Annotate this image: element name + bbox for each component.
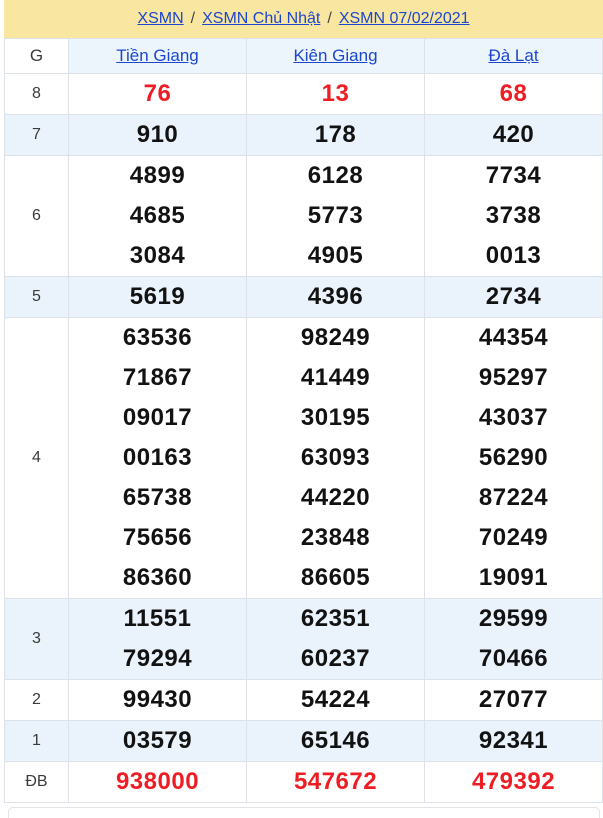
prize-cell bbox=[247, 680, 425, 721]
prize-number: 547672 bbox=[293, 768, 378, 795]
prize-cell bbox=[247, 599, 425, 680]
results-body bbox=[5, 74, 603, 803]
prize-number: 76 bbox=[143, 80, 172, 107]
prize-number: 92341 bbox=[478, 727, 549, 754]
prize-cell bbox=[247, 277, 425, 318]
prize-number: 63093 bbox=[300, 444, 371, 471]
prize-number: 86360 bbox=[122, 564, 193, 591]
prize-cell bbox=[247, 762, 425, 803]
prize-cell bbox=[425, 277, 603, 318]
prize-cell bbox=[69, 599, 247, 680]
prize-label: 7 bbox=[5, 115, 69, 156]
prize-number: 99430 bbox=[122, 686, 193, 713]
prize-number: 4905 bbox=[307, 242, 364, 269]
prize-cell bbox=[69, 74, 247, 115]
prize-number: 479392 bbox=[471, 768, 556, 795]
province-link-da-lat[interactable]: Đà Lạt bbox=[488, 46, 539, 65]
table-row bbox=[5, 74, 603, 115]
prize-cell bbox=[69, 762, 247, 803]
prize-label: 2 bbox=[5, 680, 69, 721]
prize-number: 09017 bbox=[122, 404, 193, 431]
column-header-tien-giang bbox=[69, 39, 247, 74]
table-row bbox=[5, 318, 603, 599]
prize-cell bbox=[69, 156, 247, 277]
table-row bbox=[5, 115, 603, 156]
prize-number: 4396 bbox=[307, 283, 364, 310]
prize-cell bbox=[247, 115, 425, 156]
prize-number: 0013 bbox=[485, 242, 542, 269]
prize-number: 79294 bbox=[122, 645, 193, 672]
prize-number: 70466 bbox=[478, 645, 549, 672]
table-row bbox=[5, 762, 603, 803]
prize-cell bbox=[69, 721, 247, 762]
prize-label: ĐB bbox=[5, 762, 69, 803]
prize-number: 63536 bbox=[122, 324, 193, 351]
prize-number: 54224 bbox=[300, 686, 371, 713]
prize-number: 938000 bbox=[115, 768, 200, 795]
table-row bbox=[5, 680, 603, 721]
prize-cell bbox=[425, 156, 603, 277]
table-row bbox=[5, 156, 603, 277]
prize-number: 86605 bbox=[300, 564, 371, 591]
prize-label: 8 bbox=[5, 74, 69, 115]
prize-cell bbox=[69, 318, 247, 599]
province-link-kien-giang[interactable]: Kiên Giang bbox=[293, 46, 378, 65]
prize-number: 71867 bbox=[122, 364, 193, 391]
column-header-kien-giang bbox=[247, 39, 425, 74]
prize-cell bbox=[69, 115, 247, 156]
prize-label: 5 bbox=[5, 277, 69, 318]
prize-number: 5619 bbox=[129, 283, 186, 310]
prize-cell bbox=[425, 74, 603, 115]
prize-number: 910 bbox=[136, 121, 179, 148]
prize-number: 19091 bbox=[478, 564, 549, 591]
prize-cell bbox=[247, 318, 425, 599]
prize-number: 30195 bbox=[300, 404, 371, 431]
prize-number: 3738 bbox=[485, 202, 542, 229]
prize-number: 98249 bbox=[300, 324, 371, 351]
prize-number: 4899 bbox=[129, 162, 186, 189]
prize-number: 3084 bbox=[129, 242, 186, 269]
prize-number: 56290 bbox=[478, 444, 549, 471]
prize-cell bbox=[425, 318, 603, 599]
prize-number: 75656 bbox=[122, 524, 193, 551]
prize-number: 43037 bbox=[478, 404, 549, 431]
table-row bbox=[5, 599, 603, 680]
prize-number: 178 bbox=[314, 121, 357, 148]
column-header-da-lat bbox=[425, 39, 603, 74]
g-column-header: G bbox=[5, 39, 69, 74]
prize-number: 41449 bbox=[300, 364, 371, 391]
prize-label: 6 bbox=[5, 156, 69, 277]
prize-label: 1 bbox=[5, 721, 69, 762]
prize-number: 420 bbox=[492, 121, 535, 148]
prize-number: 23848 bbox=[300, 524, 371, 551]
prize-cell bbox=[425, 721, 603, 762]
prize-number: 7734 bbox=[485, 162, 542, 189]
prize-cell bbox=[425, 680, 603, 721]
results-table bbox=[4, 38, 603, 803]
table-row bbox=[5, 721, 603, 762]
breadcrumb-link-xsmn-date[interactable]: XSMN 07/02/2021 bbox=[338, 10, 470, 27]
prize-number: 5773 bbox=[307, 202, 364, 229]
prize-number: 00163 bbox=[122, 444, 193, 471]
prize-number: 95297 bbox=[478, 364, 549, 391]
breadcrumb-link-xsmn[interactable]: XSMN bbox=[137, 10, 184, 27]
prize-label: 4 bbox=[5, 318, 69, 599]
prize-number: 29599 bbox=[478, 605, 549, 632]
next-section-partial bbox=[8, 807, 600, 818]
prize-cell bbox=[247, 721, 425, 762]
prize-cell bbox=[425, 762, 603, 803]
prize-number: 65738 bbox=[122, 484, 193, 511]
prize-number: 62351 bbox=[300, 605, 371, 632]
prize-number: 27077 bbox=[478, 686, 549, 713]
prize-number: 70249 bbox=[478, 524, 549, 551]
header-row bbox=[5, 39, 603, 74]
breadcrumb bbox=[4, 0, 603, 38]
prize-label: 3 bbox=[5, 599, 69, 680]
prize-number: 68 bbox=[499, 80, 528, 107]
prize-number: 4685 bbox=[129, 202, 186, 229]
prize-number: 44354 bbox=[478, 324, 549, 351]
breadcrumb-separator: / bbox=[327, 10, 332, 27]
prize-cell bbox=[425, 115, 603, 156]
prize-number: 11551 bbox=[123, 605, 192, 632]
prize-cell bbox=[247, 156, 425, 277]
prize-cell bbox=[69, 277, 247, 318]
prize-number: 03579 bbox=[122, 727, 193, 754]
prize-number: 60237 bbox=[300, 645, 371, 672]
prize-number: 2734 bbox=[485, 283, 542, 310]
province-link-tien-giang[interactable]: Tiền Giang bbox=[116, 46, 199, 65]
breadcrumb-separator: / bbox=[190, 10, 196, 27]
breadcrumb-link-xsmn-chu-nhat[interactable]: XSMN Chủ Nhật bbox=[202, 10, 321, 27]
table-row bbox=[5, 277, 603, 318]
prize-number: 44220 bbox=[300, 484, 371, 511]
prize-number: 87224 bbox=[478, 484, 549, 511]
prize-number: 6128 bbox=[307, 162, 364, 189]
prize-number: 65146 bbox=[300, 727, 371, 754]
prize-cell bbox=[69, 680, 247, 721]
prize-cell bbox=[247, 74, 425, 115]
prize-cell bbox=[425, 599, 603, 680]
prize-number: 13 bbox=[321, 80, 350, 107]
